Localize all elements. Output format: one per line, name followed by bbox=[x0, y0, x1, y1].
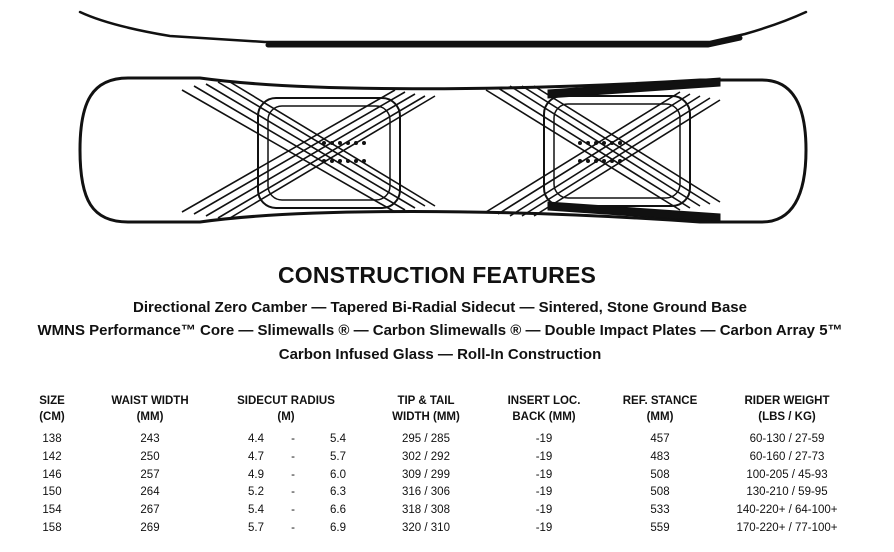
cell-size: 142 bbox=[42, 450, 62, 463]
board-topview bbox=[80, 78, 806, 222]
cell-tiptail: 309 / 299 bbox=[402, 468, 450, 481]
cell-waist: 264 bbox=[140, 486, 160, 499]
snowboard-illustration bbox=[0, 0, 894, 250]
header-tiptail bbox=[376, 393, 476, 425]
header-waist-line1: WAIST WIDTH bbox=[111, 395, 189, 407]
cell-sc-max: 6.6 bbox=[330, 504, 346, 517]
header-tiptail-line1: TIP & TAIL bbox=[397, 395, 455, 407]
features-line-3: Carbon Infused Glass — Roll-In Construction bbox=[278, 346, 602, 363]
cell-waist: 243 bbox=[140, 433, 160, 445]
cell-rider: 130-210 / 59-95 bbox=[746, 486, 828, 499]
spec-table bbox=[0, 393, 894, 552]
table-row bbox=[0, 522, 894, 539]
cell-insert: -19 bbox=[535, 468, 553, 481]
cell-sc-max: 6.3 bbox=[330, 486, 346, 499]
header-insert-line2: BACK (MM) bbox=[512, 411, 576, 423]
header-tiptail-line2: WIDTH (MM) bbox=[392, 411, 460, 423]
cell-waist: 269 bbox=[140, 522, 160, 534]
cell-insert: -19 bbox=[535, 504, 553, 517]
header-size-line1: SIZE bbox=[39, 395, 65, 407]
header-insert bbox=[494, 393, 594, 425]
cell-rider: 60-130 / 27-59 bbox=[749, 433, 825, 445]
cell-size: 158 bbox=[42, 522, 62, 534]
header-rider bbox=[730, 393, 844, 425]
cell-stance: 483 bbox=[650, 450, 670, 463]
cell-tiptail: 302 / 292 bbox=[402, 450, 450, 463]
cell-rider: 60-160 / 27-73 bbox=[749, 450, 825, 463]
cell-sc-max: 5.7 bbox=[330, 450, 346, 463]
cell-rider: 140-220+ / 64-100+ bbox=[736, 504, 838, 517]
header-rider-line1: RIDER WEIGHT bbox=[744, 395, 830, 407]
cell-sc-max: 5.4 bbox=[330, 433, 346, 445]
cell-stance: 508 bbox=[650, 486, 670, 499]
header-stance-line2: (MM) bbox=[646, 411, 674, 423]
cell-sc-min: 4.9 bbox=[248, 468, 264, 481]
header-waist-line2: (MM) bbox=[136, 411, 164, 423]
cell-dash: - bbox=[291, 522, 295, 534]
header-stance bbox=[612, 393, 708, 425]
header-insert-line1: INSERT LOC. bbox=[507, 395, 581, 407]
construction-features-title: CONSTRUCTION FEATURES bbox=[277, 262, 597, 288]
cell-sc-min: 4.4 bbox=[248, 433, 264, 445]
cell-tiptail: 320 / 310 bbox=[402, 522, 450, 534]
cell-dash: - bbox=[291, 504, 295, 517]
cell-tiptail: 295 / 285 bbox=[402, 433, 450, 445]
cell-sc-min: 4.7 bbox=[248, 450, 264, 463]
header-size-line2: (CM) bbox=[39, 411, 65, 423]
cell-stance: 533 bbox=[650, 504, 670, 517]
cell-size: 138 bbox=[42, 433, 62, 445]
cell-sc-max: 6.0 bbox=[330, 468, 346, 481]
features-line-2: WMNS Performance™ Core — Slimewalls ® — Carbon Slimewalls ® — Double Impact Plates — Carbon Array 5™ bbox=[37, 322, 843, 339]
cell-stance: 559 bbox=[650, 522, 670, 534]
cell-tiptail: 316 / 306 bbox=[402, 486, 450, 499]
cell-dash: - bbox=[291, 486, 295, 499]
cell-stance: 508 bbox=[650, 468, 670, 481]
header-sidecut-line2: (M) bbox=[277, 411, 295, 423]
header-rider-line2: (LBS / KG) bbox=[758, 411, 816, 423]
cell-waist: 250 bbox=[140, 450, 160, 463]
insert-dots bbox=[322, 141, 622, 163]
header-size bbox=[30, 393, 74, 425]
cell-waist: 267 bbox=[140, 504, 160, 517]
cell-size: 154 bbox=[42, 504, 62, 517]
cell-sc-min: 5.2 bbox=[248, 486, 264, 499]
cell-rider: 100-205 / 45-93 bbox=[746, 468, 828, 481]
header-stance-line1: REF. STANCE bbox=[622, 395, 698, 407]
cell-insert: -19 bbox=[535, 450, 553, 463]
header-sidecut bbox=[228, 393, 344, 425]
cell-insert: -19 bbox=[535, 486, 553, 499]
header-waist bbox=[100, 393, 200, 425]
table-row bbox=[0, 504, 894, 521]
cell-sc-min: 5.4 bbox=[248, 504, 264, 517]
cell-dash: - bbox=[291, 450, 295, 463]
board-profile bbox=[80, 12, 806, 45]
table-row bbox=[0, 486, 894, 503]
cell-dash: - bbox=[291, 433, 295, 445]
table-row bbox=[0, 451, 894, 468]
cell-size: 146 bbox=[42, 468, 62, 481]
cell-sc-max: 6.9 bbox=[330, 522, 346, 534]
cell-rider: 170-220+ / 77-100+ bbox=[736, 522, 838, 534]
features-line-1: Directional Zero Camber — Tapered Bi-Radial Sidecut — Sintered, Stone Ground Base bbox=[132, 299, 747, 316]
cell-stance: 457 bbox=[650, 433, 670, 445]
cell-insert: -19 bbox=[535, 522, 553, 534]
cell-dash: - bbox=[291, 468, 295, 481]
cell-insert: -19 bbox=[535, 433, 553, 445]
cell-waist: 257 bbox=[140, 468, 160, 481]
header-sidecut-line1: SIDECUT RADIUS bbox=[237, 395, 335, 407]
cell-sc-min: 5.7 bbox=[248, 522, 264, 534]
table-row bbox=[0, 469, 894, 486]
cell-size: 150 bbox=[42, 486, 62, 499]
cell-tiptail: 318 / 308 bbox=[402, 504, 450, 517]
table-row bbox=[0, 433, 894, 450]
